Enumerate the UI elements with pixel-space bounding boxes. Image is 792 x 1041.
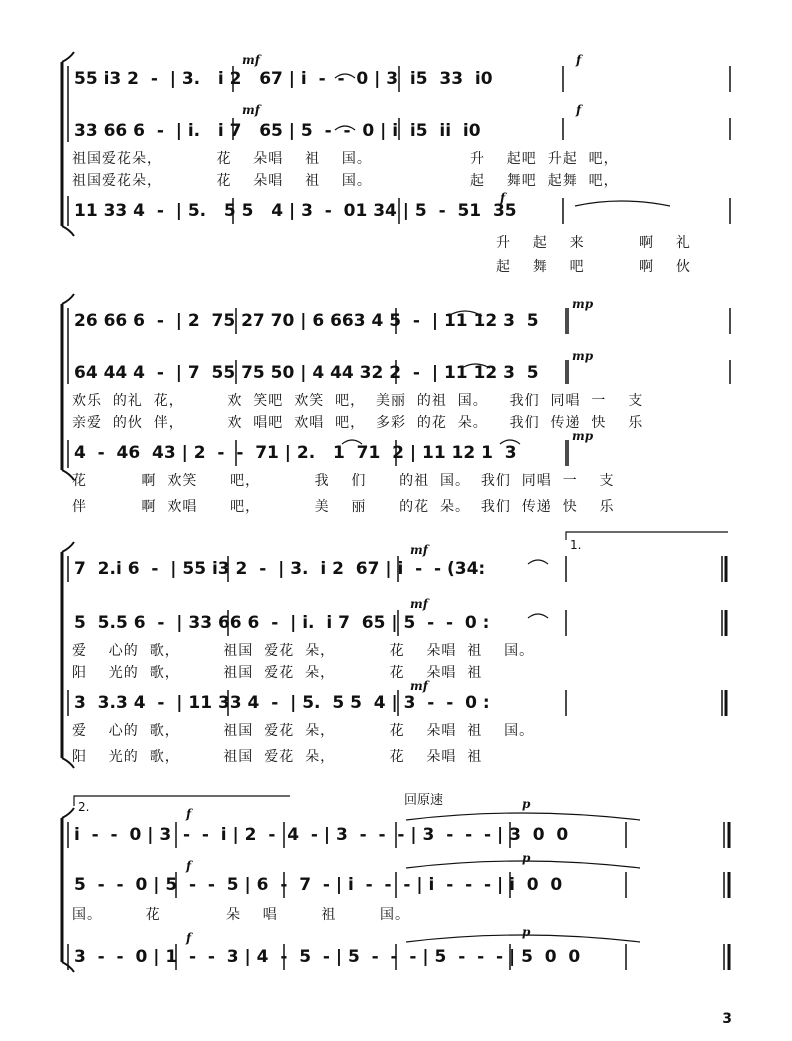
tempo-mark: 回原速 (404, 793, 444, 808)
dynamic-mark: mp (572, 349, 594, 363)
bass-lyric-verse-2: 阳 光的 歌， 祖国 爱花 朵， 花 朵唱 祖 (72, 749, 483, 765)
bass-lyric-verse-1: 花 啊 欢笑 吧， 我 们 的祖 国。 我们 同唱 一 支 (72, 473, 615, 489)
soprano-line: 26 66 6 - | 2 75 27 70 | 6 663 4 5 - | 11 12 3 5 (74, 311, 539, 331)
dynamic-mark: p (522, 797, 531, 811)
dynamic-mark: f (576, 103, 582, 117)
dynamic-mark: mp (572, 429, 594, 443)
bass-line: 11 33 4 - | 5. 5 5 4 | 3 - 01 34 | 5 - 51 35 (74, 201, 517, 221)
alto-line: 5 5.5 6 - | 33 66 6 - | i. i 7 65 | 5 - - 0 : (74, 613, 490, 633)
dynamic-mark: f (186, 807, 192, 821)
dynamic-mark: p (522, 925, 531, 939)
dynamic-mark: mf (242, 103, 260, 117)
dynamic-mark: mf (410, 543, 428, 557)
bass-line: 4 - 46 43 | 2 - - 71 | 2. 1 71 2 | 11 12 1 3 (74, 443, 517, 463)
lyric-verse-1: 祖国爱花朵， 花 朵唱 祖 国。 升 起吧 升起 吧， (72, 151, 619, 167)
alto-line: 33 66 6 - | i. i 7 65 | 5 - - 0 | i i5 ii i0 (74, 121, 481, 141)
bass-lyric-verse-1: 升 起 来 啊 礼 (496, 235, 691, 251)
dynamic-mark: f (186, 859, 192, 873)
bass-lyric-verse-1: 爱 心的 歌， 祖国 爱花 朵， 花 朵唱 祖 国。 (72, 723, 535, 739)
bass-lyric-verse-2: 起 舞 吧 啊 伙 (496, 259, 691, 275)
dynamic-mark: mf (410, 597, 428, 611)
lyric-verse-2: 阳 光的 歌， 祖国 爱花 朵， 花 朵唱 祖 (72, 665, 483, 681)
lyric-verse-2: 祖国爱花朵， 花 朵唱 祖 国。 起 舞吧 起舞 吧， (72, 173, 619, 189)
soprano-line: i - - 0 | 3 - - i | 2 - 4 - | 3 - - - | 3 - - - | 3 0 0 (74, 825, 569, 845)
dynamic-mark: p (522, 851, 531, 865)
page-number: 3 (722, 1011, 732, 1027)
alto-line: 64 44 4 - | 7 55 75 50 | 4 44 32 2 - | 11 12 3 5 (74, 363, 539, 383)
dynamic-mark: mf (242, 53, 260, 67)
dynamic-mark: f (186, 931, 192, 945)
soprano-line: 7 2.i 6 - | 55 i3 2 - | 3. i 2 67 | i - - (34: (74, 559, 486, 579)
dynamic-mark: f (500, 191, 506, 205)
dynamic-mark: f (576, 53, 582, 67)
bass-lyric-verse-2: 伴 啊 欢唱 吧， 美 丽 的花 朵。 我们 传递 快 乐 (72, 499, 615, 515)
first-ending-marker: 1. (570, 538, 582, 552)
lyric-verse-1: 国。 花 朵 唱 祖 国。 (72, 907, 411, 923)
bass-line: 3 - - 0 | 1 - - 3 | 4 - 5 - | 5 - - - | 5 - - - | 5 0 0 (74, 947, 581, 967)
lyric-verse-1: 爱 心的 歌， 祖国 爱花 朵， 花 朵唱 祖 国。 (72, 643, 535, 659)
second-ending-marker: 2. (78, 800, 90, 814)
soprano-line: 55 i3 2 - | 3. i 2 67 | i - - 0 | 3 i5 33 i0 (74, 69, 493, 89)
lyric-verse-1: 欢乐 的礼 花， 欢 笑吧 欢笑 吧， 美丽 的祖 国。 我们 同唱 一 支 (72, 393, 644, 409)
dynamic-mark: mp (572, 297, 594, 311)
dynamic-mark: mf (410, 679, 428, 693)
lyric-verse-2: 亲爱 的伙 伴， 欢 唱吧 欢唱 吧， 多彩 的花 朵。 我们 传递 快 乐 (72, 415, 644, 431)
alto-line: 5 - - 0 | 5 - - 5 | 6 - 7 - | i - - - | i - - - | i 0 0 (74, 875, 563, 895)
bass-line: 3 3.3 4 - | 11 33 4 - | 5. 5 5 4 | 3 - - 0 : (74, 693, 490, 713)
